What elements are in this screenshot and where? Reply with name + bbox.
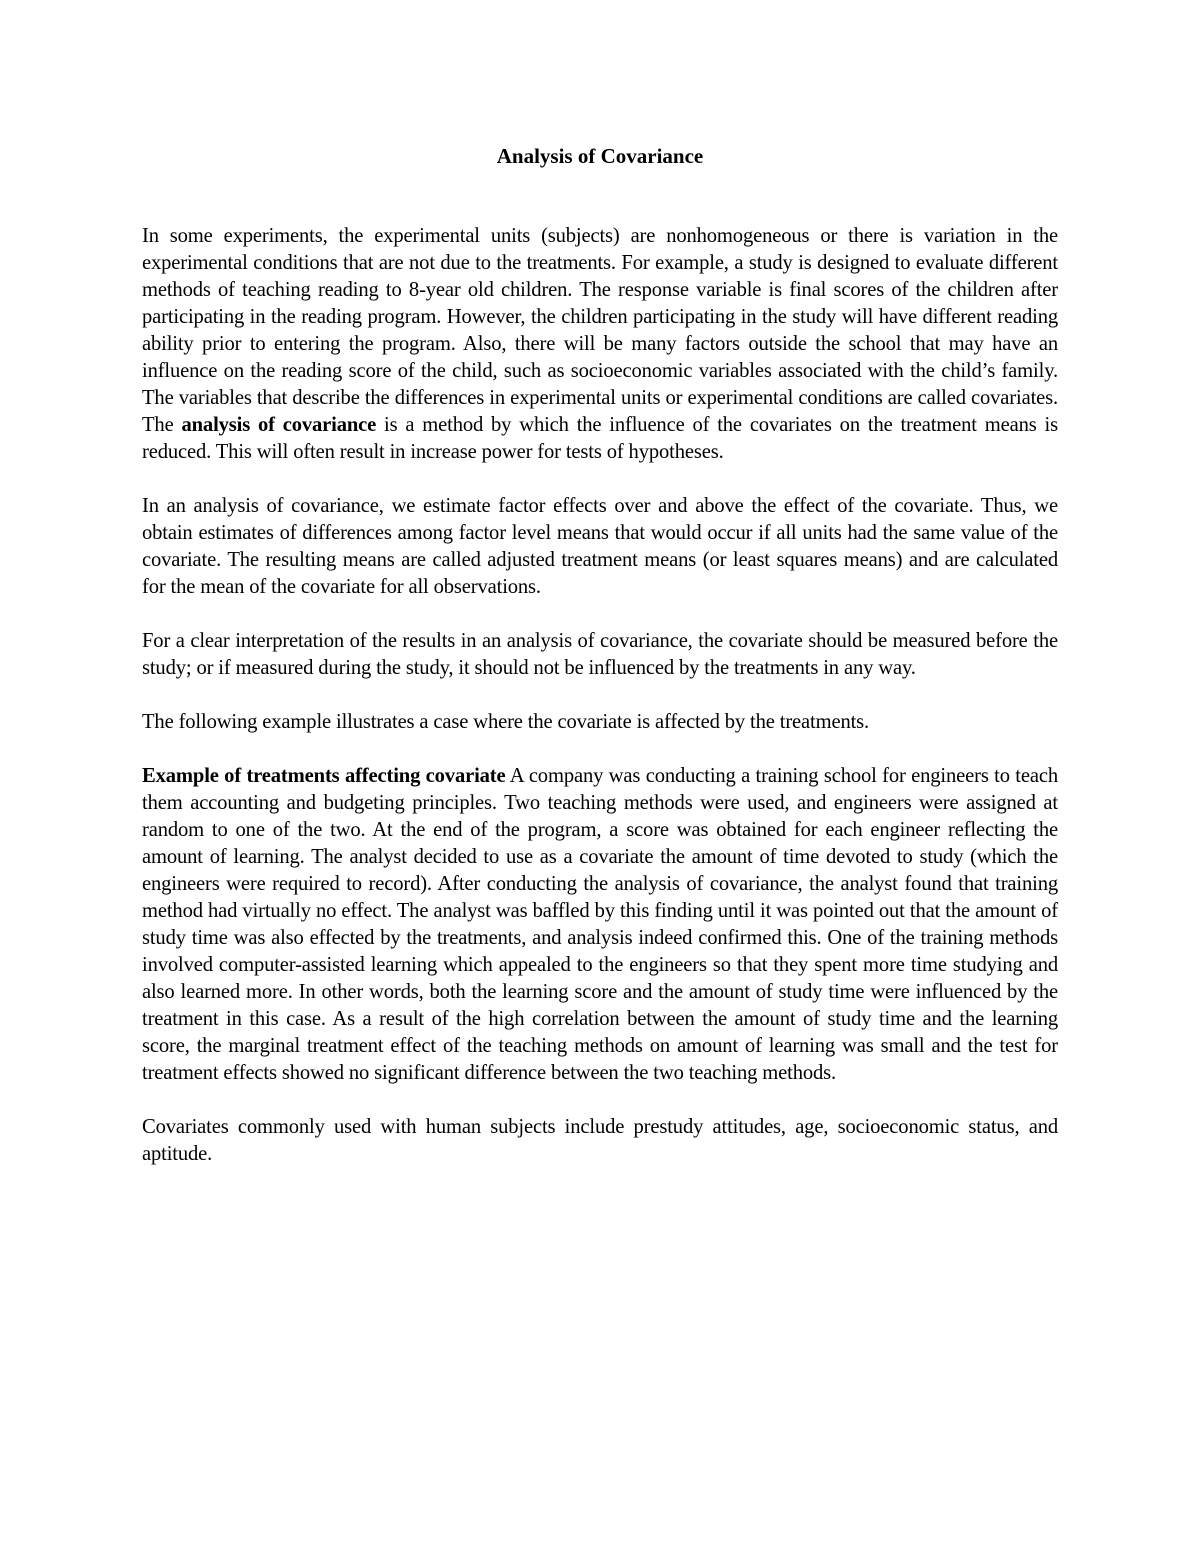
bold-term-analysis-of-covariance: analysis of covariance xyxy=(181,414,377,436)
example-heading: Example of treatments affecting covariate xyxy=(142,765,506,787)
paragraph-intro xyxy=(142,223,1058,466)
paragraph-example xyxy=(142,763,1058,1087)
paragraph-common-covariates: Covariates commonly used with human subjects include prestudy attitudes, age, socioeconomic status, and aptitude. xyxy=(142,1116,1058,1165)
paragraph-intro-text-end: is a method by which the influence of the covariates on the treatment means is reduced. This will often result in increase power for tests of hypotheses. xyxy=(142,414,1058,463)
paragraph-factor-effects: In an analysis of covariance, we estimate factor effects over and above the effect of the covariate. Thus, we obtain estimates of differences among factor level means that would occur if all units had the same value of the covariate. The resulting means are called adjusted treatment means (or least squares means) and are calculated for the mean of the covariate for all observations. xyxy=(142,495,1058,598)
paragraph-interpretation: For a clear interpretation of the results in an analysis of covariance, the covariate should be measured before the study; or if measured during the study, it should not be influenced by the treatments in any way. xyxy=(142,630,1058,679)
document-body xyxy=(142,223,1058,1195)
paragraph-intro-text-start: In some experiments, the experimental units (subjects) are nonhomogeneous or there is variation in the experimental conditions that are not due to the treatments. For example, a study is designed to evaluate different methods of teaching reading to 8-year old children. The response variable is final scores of the children after participating in the reading program. However, the children participating in the study will have different reading ability prior to entering the program. Also, there will be many factors outside the school that may have an influence on the reading score of the child, such as socioeconomic variables associated with the child’s family. The variables that describe the differences in experimental units or experimental conditions are called covariates. The xyxy=(142,225,1058,436)
paragraph-example-text: A company was conducting a training school for engineers to teach them accounting and budgeting principles. Two teaching methods were used, and engineers were assigned at random to one of the two. At the end of the program, a score was obtained for each engineer reflecting the amount of learning. The analyst decided to use as a covariate the amount of time devoted to study (which the engineers were required to record). After conducting the analysis of covariance, the analyst found that training method had virtually no effect. The analyst was baffled by this finding until it was pointed out that the amount of study time was also effected by the treatments, and analysis indeed confirmed this. One of the training methods involved computer-assisted learning which appealed to the engineers so that they spent more time studying and also learned more. In other words, both the learning score and the amount of study time were influenced by the treatment in this case. As a result of the high correlation between the amount of study time and the learning score, the marginal treatment effect of the teaching methods on amount of learning was small and the test for treatment effects showed no significant difference between the two teaching methods. xyxy=(142,765,1058,1084)
document-title: Analysis of Covariance xyxy=(496,144,704,168)
paragraph-example-lead: The following example illustrates a case where the covariate is affected by the treatments. xyxy=(142,711,870,733)
